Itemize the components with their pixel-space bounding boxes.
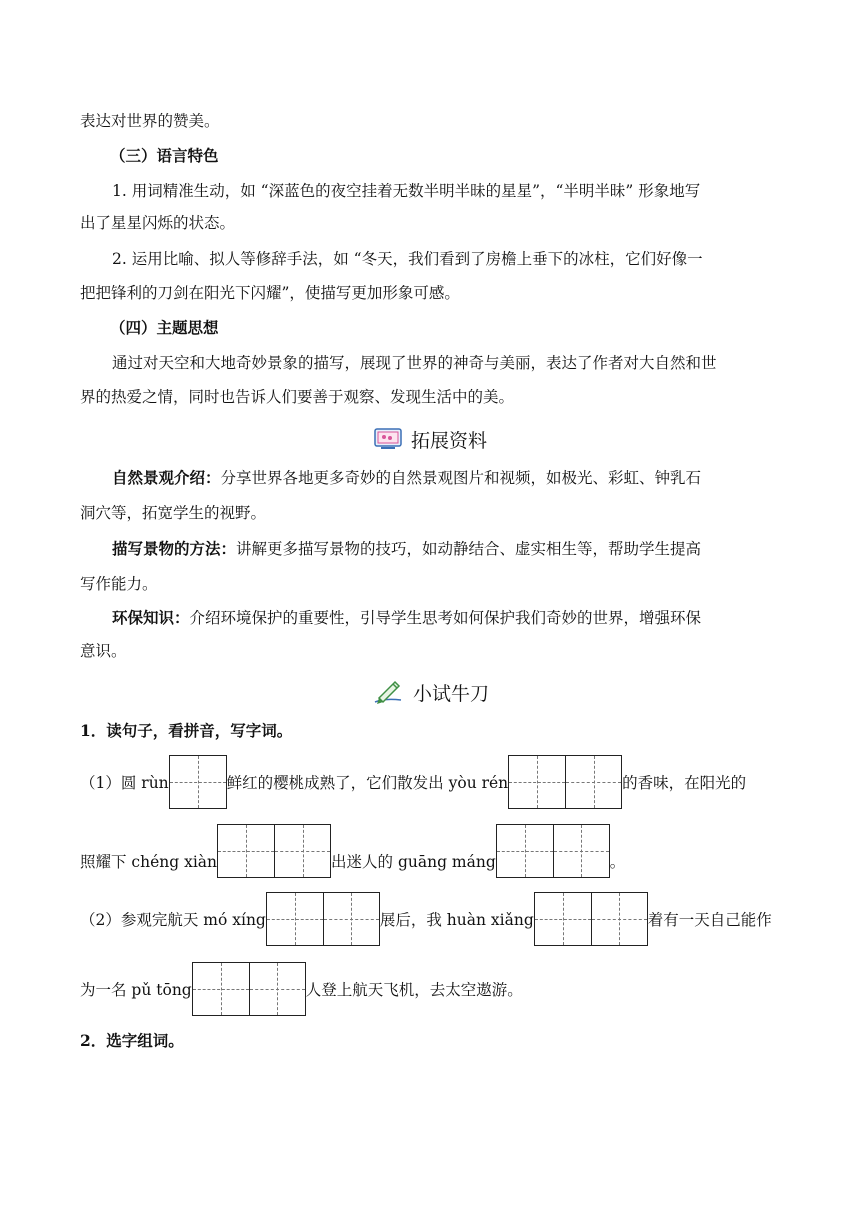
practice-section-title (0, 678, 860, 711)
extension-item-3-line-2: 意识。 (80, 642, 127, 660)
answer-grid-pu-tong[interactable] (192, 962, 306, 1016)
extension-section-title (0, 426, 860, 456)
row-2-text-c: 。 (609, 853, 626, 871)
row-1-text-c: 的香味，在阳光的 (622, 774, 747, 792)
computer-icon (373, 427, 403, 456)
answer-grid-cheng-xian[interactable] (217, 824, 331, 878)
answer-grid-you-ren[interactable] (508, 755, 622, 809)
row-1-text-a: （1）圆 rùn (80, 774, 169, 792)
section-heading-language: （三）语言特色 (110, 146, 219, 165)
question-2: 2．选字组词。 (80, 1031, 184, 1050)
extension-title-text: 拓展资料 (410, 430, 487, 452)
answer-grid-mo-xing[interactable] (266, 892, 380, 946)
pen-writing-icon (371, 678, 405, 711)
row-3-text-c: 着有一天自己能作 (647, 911, 772, 929)
extension-item-1-text: 分享世界各地更多奇妙的自然景观图片和视频，如极光、彩虹、钟乳石 (220, 469, 702, 487)
row-3-text-b: 展后，我 huàn xiǎng (379, 911, 534, 929)
row-1-text-b: 鲜红的樱桃成熟了，它们散发出 yòu rén (226, 774, 509, 792)
row-4-text-b: 人登上航天飞机，去太空遨游。 (305, 981, 523, 999)
question-1-row-3 (80, 892, 782, 946)
extension-item-1-label: 自然景观介绍： (112, 468, 221, 487)
theme-line-2: 界的热爱之情，同时也告诉人们要善于观察、发现生活中的美。 (80, 388, 515, 406)
language-point-1-line-2: 出了星星闪烁的状态。 (80, 214, 236, 232)
paragraph-continuation: 表达对世界的赞美。 (80, 112, 220, 130)
theme-line-1: 通过对天空和大地奇妙景象的描写，展现了世界的神奇与美丽，表达了作者对大自然和世 (112, 354, 717, 372)
extension-item-2-line-1 (112, 539, 814, 559)
extension-item-3-label: 环保知识： (112, 608, 190, 627)
question-1: 1．读句子，看拼音，写字词。 (80, 721, 293, 740)
extension-item-1-line-2: 洞穴等，拓宽学生的视野。 (80, 504, 267, 522)
extension-item-1-line-1 (112, 468, 814, 488)
row-3-text-a: （2）参观完航天 mó xíng (80, 911, 266, 929)
language-point-2-line-2: 把把锋利的刀剑在阳光下闪耀”，使描写更加形象可感。 (80, 284, 460, 302)
question-1-row-4 (80, 962, 782, 1016)
answer-grid-huan-xiang[interactable] (534, 892, 648, 946)
extension-item-2-line-2: 写作能力。 (80, 575, 158, 593)
question-1-row-2 (80, 824, 782, 878)
row-2-text-b: 出迷人的 guāng máng (331, 853, 496, 871)
extension-item-3-text: 介绍环境保护的重要性，引导学生思考如何保护我们奇妙的世界，增强环保 (189, 609, 702, 627)
answer-grid-run[interactable] (169, 755, 227, 809)
question-1-row-1 (80, 755, 782, 809)
answer-grid-guang-mang[interactable] (496, 824, 610, 878)
extension-item-2-label: 描写景物的方法： (112, 539, 237, 558)
extension-item-3-line-1 (112, 608, 814, 628)
extension-item-2-text: 讲解更多描写景物的技巧，如动静结合、虚实相生等，帮助学生提高 (236, 540, 702, 558)
practice-title-text: 小试牛刀 (412, 683, 489, 705)
language-point-2-line-1: 2. 运用比喻、拟人等修辞手法，如 “冬天，我们看到了房檐上垂下的冰柱，它们好像一 (112, 250, 703, 268)
row-4-text-a: 为一名 pǔ tōng (80, 981, 192, 999)
section-heading-theme: （四）主题思想 (110, 318, 219, 337)
row-2-text-a: 照耀下 chéng xiàn (80, 853, 218, 871)
language-point-1-line-1: 1. 用词精准生动，如 “深蓝色的夜空挂着无数半明半昧的星星”，“半明半昧” 形象地写 (112, 182, 701, 200)
